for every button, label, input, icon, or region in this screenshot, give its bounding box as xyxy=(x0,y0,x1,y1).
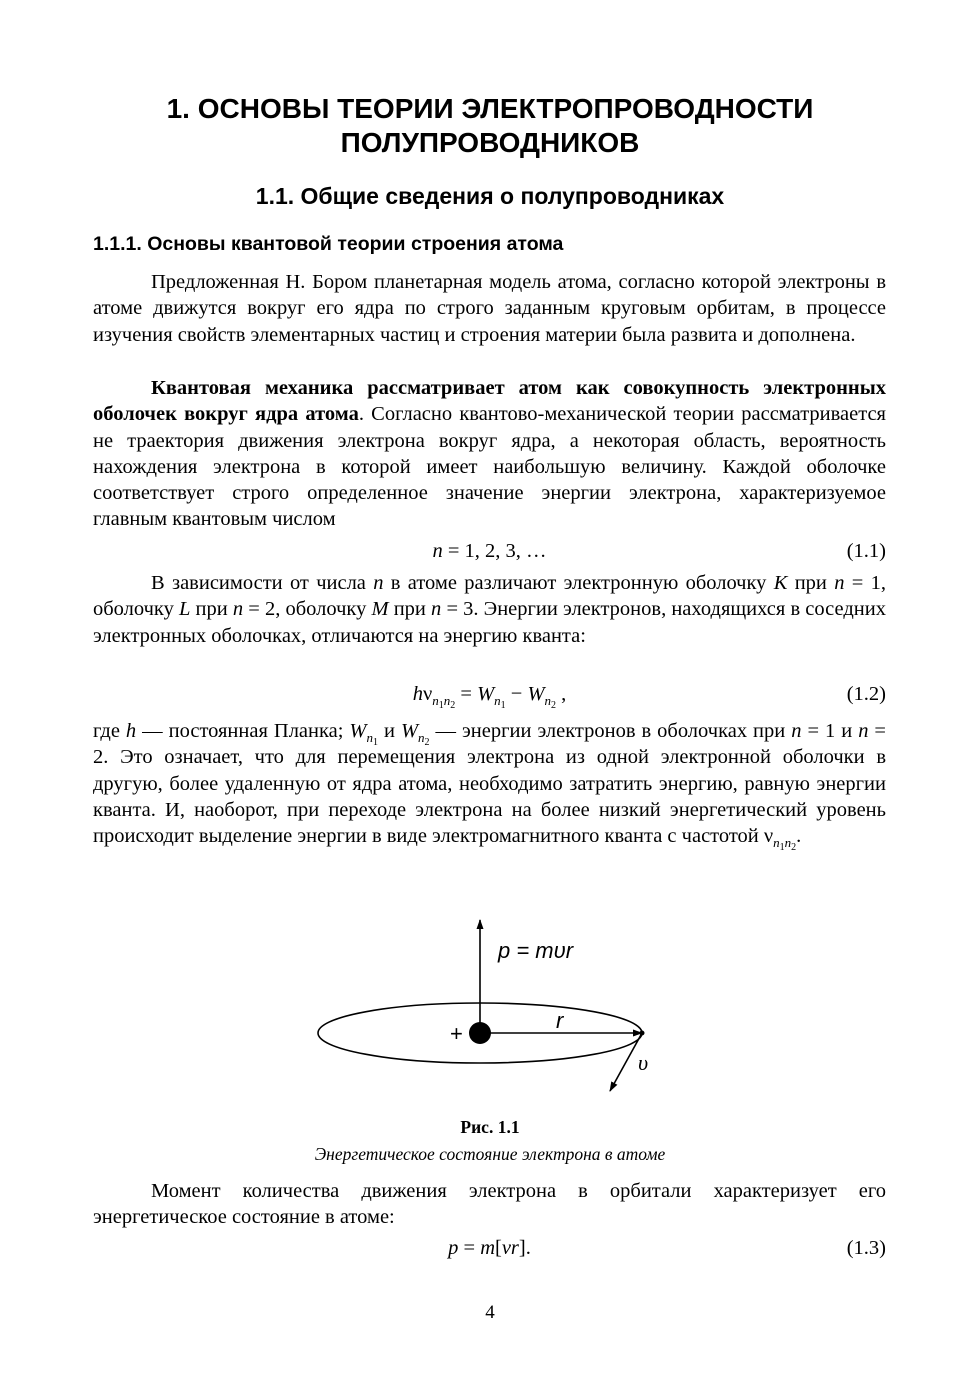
subsection-title: 1.1.1. Основы квантовой теории строения атома xyxy=(93,233,564,255)
figure-caption-title: Рис. 1.1 xyxy=(460,1117,520,1137)
label-radius: r xyxy=(556,1008,564,1033)
paragraph-2-text: . Согласно квантово-механической теории рассматривается не траектория движения электрона вокруг ядра, а некоторая область, вероятность нахождения электрона в которой имеет наибольшую величину. Каждой оболочке соответствует строго определенное значение энергии электрона, характеризуемое главным квантовым числом xyxy=(93,403,886,531)
equation-1-1 xyxy=(93,537,886,565)
equation-number: (1.3) xyxy=(846,1237,886,1259)
equation-1-2 xyxy=(93,680,886,711)
equation-1-3-body: p = m[vr]. xyxy=(448,1237,531,1259)
paragraph-3: В зависимости от числа n в атоме различают электронную оболочку K при n = 1, оболочку L при n = 2, оболочку M при n = 3. Энергии электронов, находящихся в соседних электронных оболочках, отличаются на энергию кванта: xyxy=(93,572,886,647)
paragraph-1 xyxy=(93,269,886,348)
equation-1-1-body: n = 1, 2, 3, … xyxy=(432,540,547,562)
chapter-title xyxy=(0,92,980,160)
atom-orbit-diagram xyxy=(300,908,700,1108)
paragraph-4: где h — постоянная Планка; $W_{n_1}$ и $W_{n_2}$ — энергии электронов в оболочках при n = 1 и n = 2. Это означает, что для перемещения электрона из одной электронной оболочки в другую, более удаленную от ядра атома, необходимо затратить энергию, равную энергии кванта. И, наоборот, при переходе электрона на более низкий энергетический уровень происходит выделение энергии в виде электромагнитного кванта с частотой $\nu_{n_1n_2}$. xyxy=(93,720,886,854)
label-plus: + xyxy=(450,1021,463,1046)
electron xyxy=(640,1031,645,1036)
label-velocity: υ xyxy=(638,1050,649,1075)
chapter-title-line1: 1. ОСНОВЫ ТЕОРИИ ЭЛЕКТРОПРОВОДНОСТИ xyxy=(166,93,814,124)
paragraph-5-text: Момент количества движения электрона в орбитали характеризует его энергетическое состояние в атоме: xyxy=(93,1180,886,1229)
label-momentum: p = mυr xyxy=(498,938,574,963)
paragraph-2-bold: Квантовая механика рассматривает атом как совокупность электронных оболочек вокруг ядра атома xyxy=(93,377,886,426)
equation-number: (1.2) xyxy=(846,683,886,705)
equation-1-3 xyxy=(93,1234,886,1262)
equation-number: (1.1) xyxy=(846,540,886,562)
section-title: 1.1. Общие сведения о полупроводниках xyxy=(255,183,725,209)
paragraph-2 xyxy=(93,375,886,533)
equation-1-2-body: $h\nu_{n_1n_2} = W_{n_1} - W_{n_2}$ , xyxy=(412,683,567,711)
chapter-title-line2: ПОЛУПРОВОДНИКОВ xyxy=(340,127,640,158)
nucleus xyxy=(469,1022,491,1044)
paragraph-5 xyxy=(93,1178,886,1231)
paragraph-1-text: Предложенная Н. Бором планетарная модель атома, согласно которой электроны в атоме движутся вокруг его ядра по строго заданным круговым орбитам, в процессе изучения свойств элементарных частиц и строения материи была развита и дополнена. xyxy=(93,271,886,346)
page-number: 4 xyxy=(485,1302,495,1323)
figure-caption-text: Энергетическое состояние электрона в атоме xyxy=(314,1144,666,1164)
